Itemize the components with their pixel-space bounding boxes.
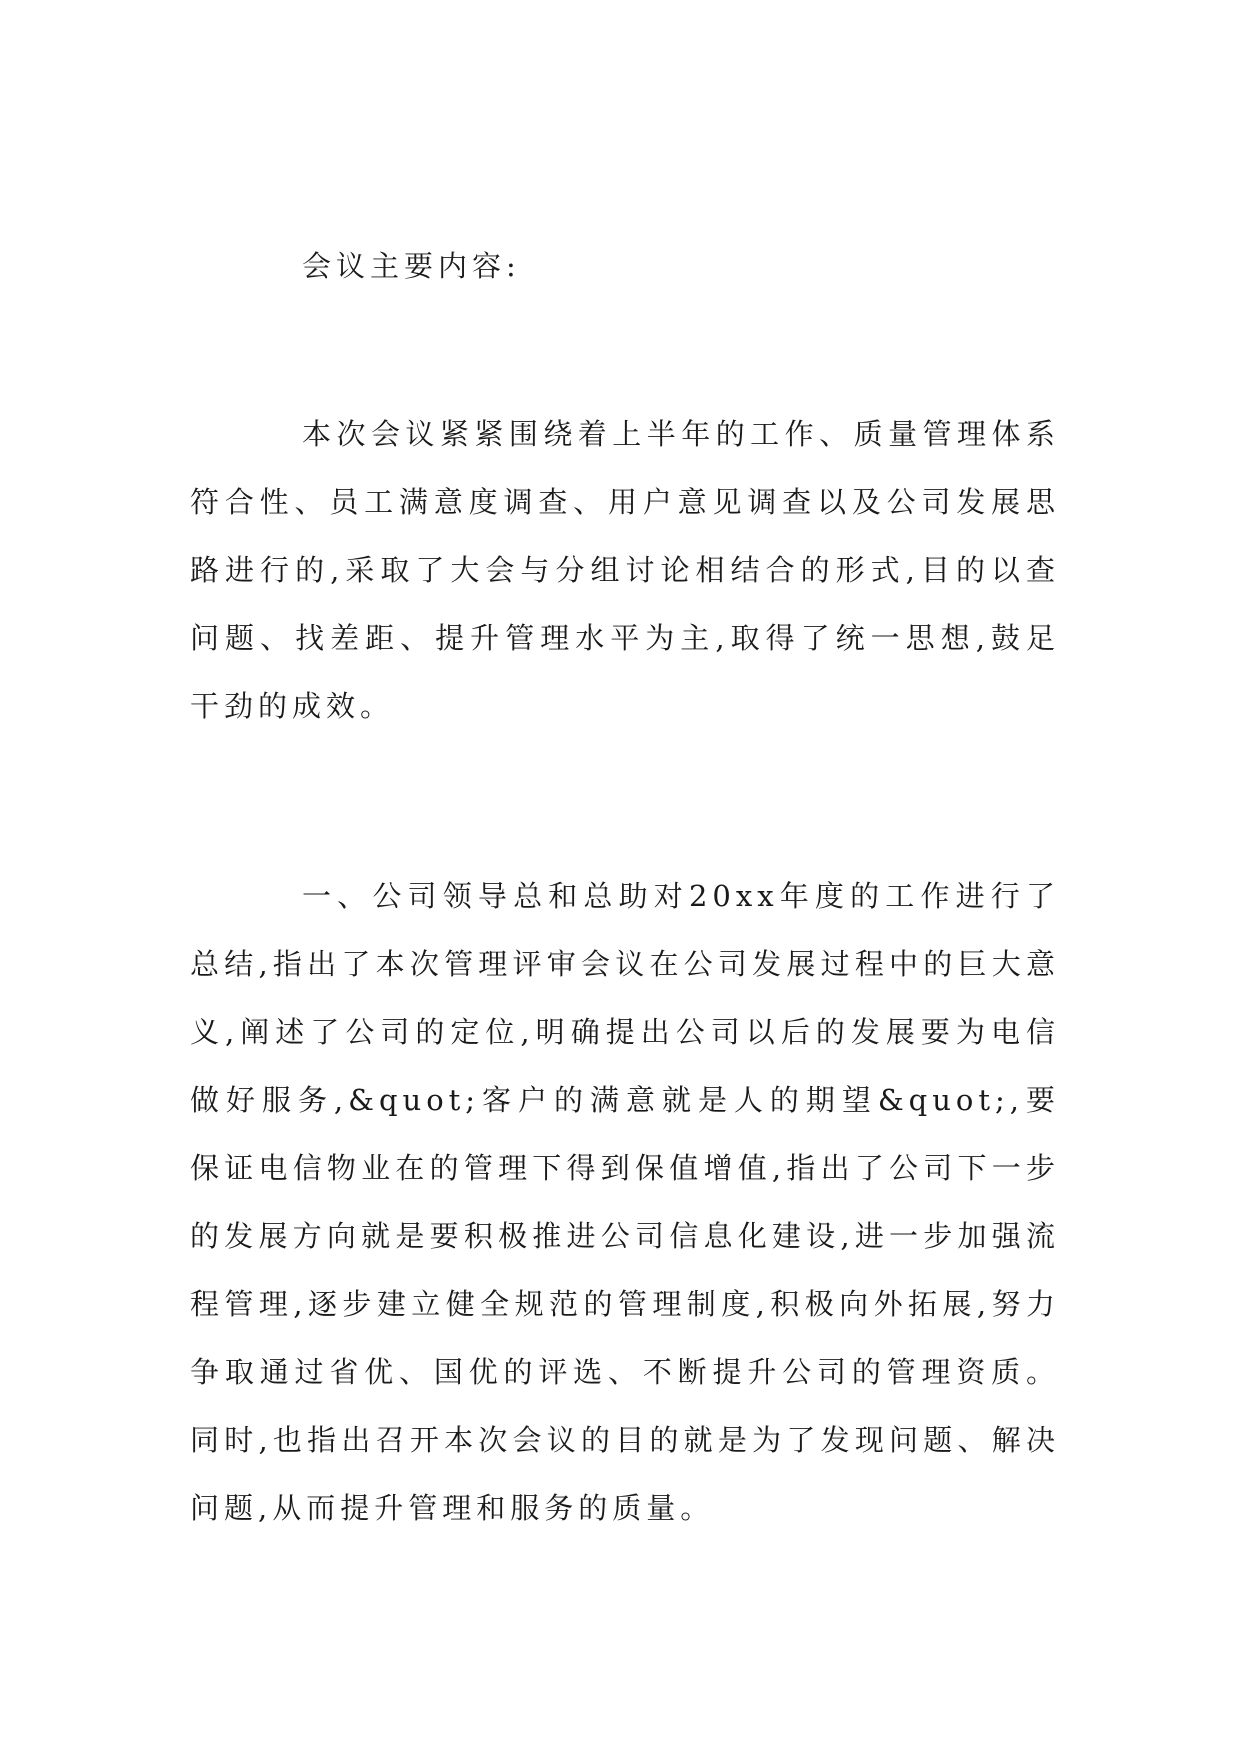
paragraph-leadership-summary: 一、公司领导总和总助对20xx年度的工作进行了总结,指出了本次管理评审会议在公司发展过程中的巨大意义,阐述了公司的定位,明确提出公司以后的发展要为电信做好服务,&quot;客户的满意就是人的期望&quot;,要保证电信物业在的管理下得到保值增值,指出了公司下一步的发展方向就是要积极推进公司信息化建设,进一步加强流程管理,逐步建立健全规范的管理制度,积极向外拓展,努力争取通过省优、国优的评选、不断提升公司的管理资质。同时,也指出召开本次会议的目的就是为了发现问题、解决问题,从而提升管理和服务的质量。 [190, 879, 1060, 1525]
section-heading: 会议主要内容: [302, 249, 521, 283]
document-body [190, 232, 1060, 1542]
paragraph-meeting-summary: 本次会议紧紧围绕着上半年的工作、质量管理体系符合性、员工满意度调查、用户意见调查以及公司发展思路进行的,采取了大会与分组讨论相结合的形式,目的以查问题、找差距、提升管理水平为主,取得了统一思想,鼓足干劲的成效。 [190, 417, 1060, 723]
